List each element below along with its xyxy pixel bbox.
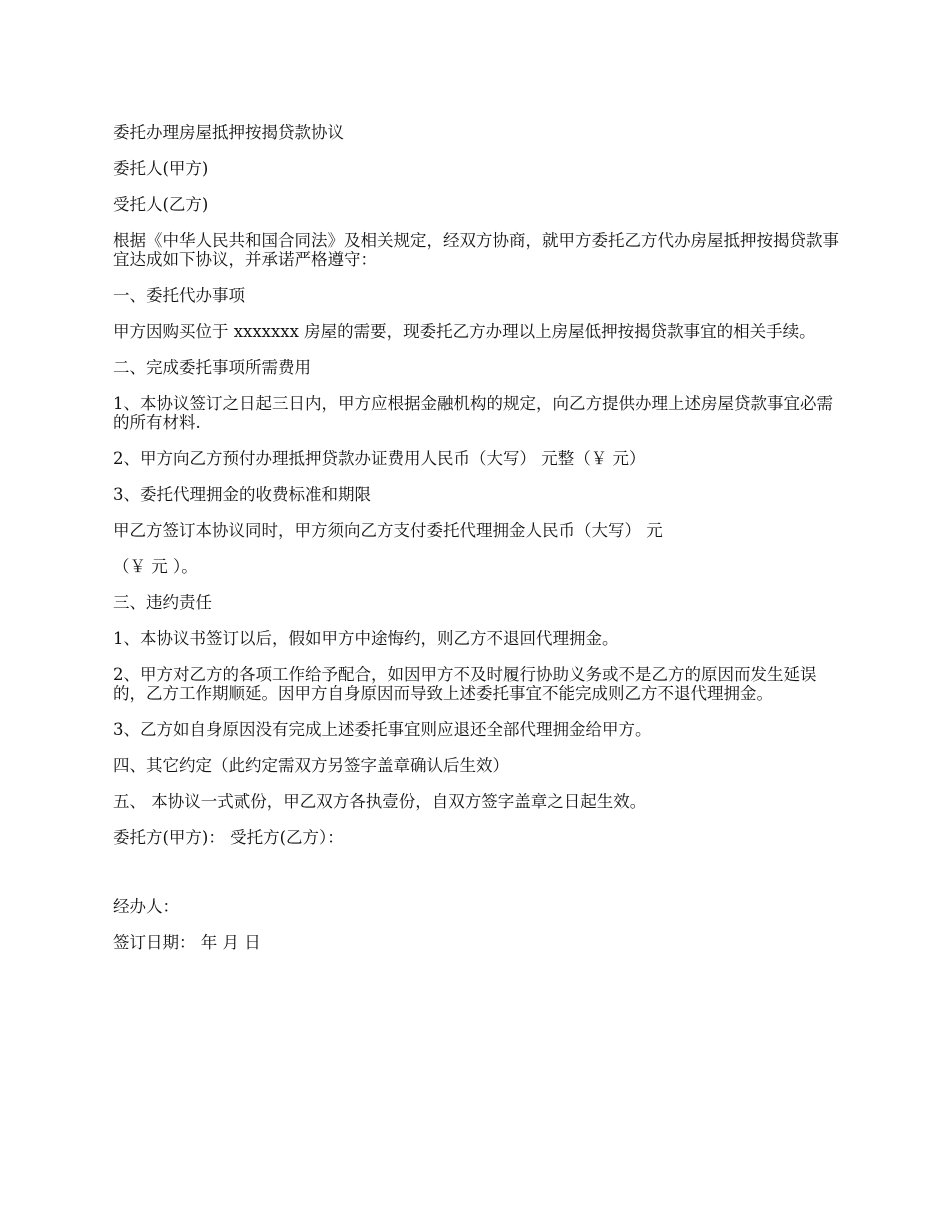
section1-heading: 一、委托代办事项 — [113, 286, 245, 305]
section3-item3: 3、乙方如自身原因没有完成上述委托事宜则应退还全部代理拥金给甲方。 — [113, 720, 652, 739]
section5-text: 五、 本协议一式贰份，甲乙双方各执壹份，自双方签字盖章之日起生效。 — [113, 792, 647, 811]
section2-item3-amount: （￥ 元 ）。 — [113, 557, 198, 576]
document-title: 委托办理房屋抵押按揭贷款协议 — [113, 123, 344, 142]
section4-heading: 四、其它约定（此约定需双方另签字盖章确认后生效） — [113, 756, 509, 775]
section1-body: 甲方因购买位于 xxxxxxx 房屋的需要，现委托乙方办理以上房屋低押按揭贷款事宜的相关手续。 — [113, 322, 816, 341]
signature-parties-line: 委托方(甲方)： 受托方(乙方）： — [113, 828, 344, 847]
document-body — [113, 123, 840, 969]
section2-heading: 二、完成委托事项所需费用 — [113, 358, 311, 377]
section2-item3-body: 甲乙方签订本协议同时，甲方须向乙方支付委托代理拥金人民币（大写） 元 — [113, 521, 663, 540]
section2-item3: 3、委托代理拥金的收费标准和期限 — [113, 485, 371, 504]
section3-heading: 三、违约责任 — [113, 593, 212, 612]
party-a-label: 委托人(甲方) — [113, 159, 209, 178]
section2-item2: 2、甲方向乙方预付办理抵押贷款办证费用人民币（大写） 元整（￥ 元） — [113, 449, 646, 468]
section2-item1: 1、本协议签订之日起三日内，甲方应根据金融机构的规定，向乙方提供办理上述房屋贷款事宜必需的所有材料. — [113, 394, 833, 432]
sign-date-label: 签订日期： 年 月 日 — [113, 933, 261, 952]
agent-label: 经办人： — [113, 897, 179, 916]
section3-item1: 1、本协议书签订以后，假如甲方中途悔约，则乙方不退回代理拥金。 — [113, 629, 619, 648]
intro-paragraph: 根据《中华人民共和国合同法》及相关规定，经双方协商，就甲方委托乙方代办房屋抵押按揭贷款事宜达成如下协议，并承诺严格遵守： — [113, 231, 839, 269]
party-b-label: 受托人(乙方) — [113, 195, 209, 214]
signature-spacer — [113, 864, 840, 897]
section3-item2: 2、甲方对乙方的各项工作给予配合，如因甲方不及时履行协助义务或不是乙方的原因而发生延误的，乙方工作期顺延。因甲方自身原因而导致上述委托事宜不能完成则乙方不退代理拥金。 — [113, 665, 817, 703]
